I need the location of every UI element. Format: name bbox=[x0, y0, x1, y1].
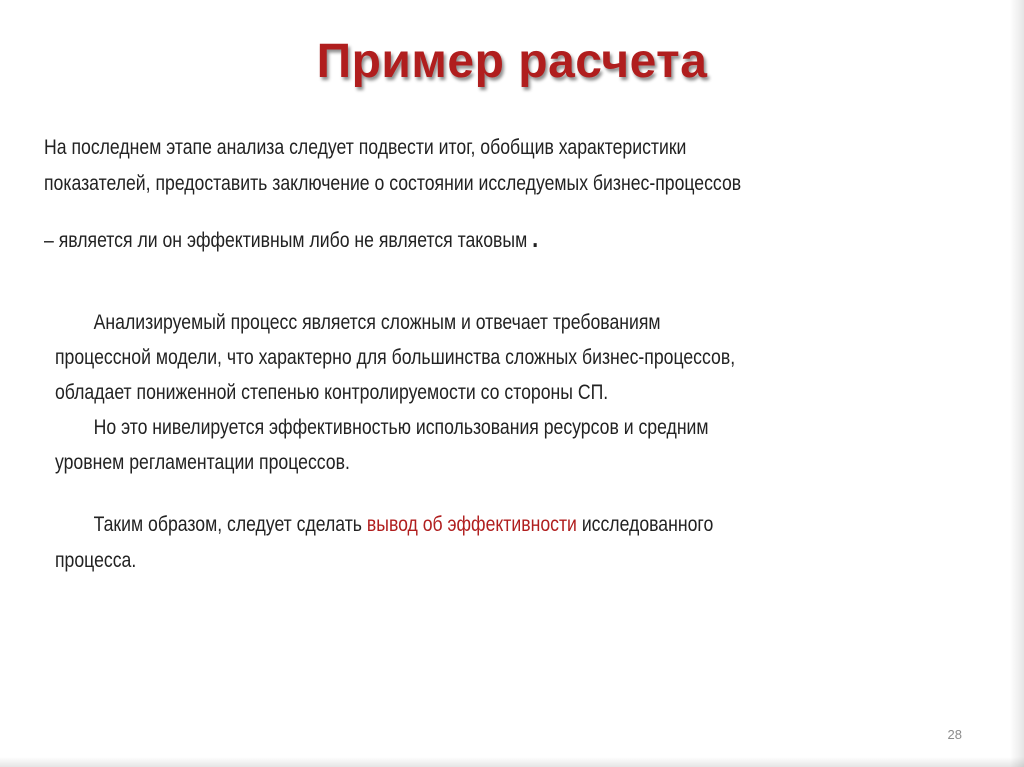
paragraph-conclusion-line-1 bbox=[55, 507, 713, 543]
page-number: 28 bbox=[947, 727, 962, 742]
paragraph-analysis-line-4: Но это нивелируется эффективностью использования ресурсов и средним bbox=[93, 416, 709, 439]
slide-shadow-bottom bbox=[0, 757, 1024, 767]
paragraph-summary-line-3-period: . bbox=[532, 223, 539, 253]
paragraph-summary-line-2: показателей, предоставить заключение о состоянии исследуемых бизнес-процессов bbox=[44, 172, 742, 195]
conclusion-highlight: вывод об эффективности bbox=[366, 513, 577, 536]
paragraph-summary-line-3 bbox=[44, 220, 741, 259]
slide-title: Пример расчета bbox=[316, 35, 708, 88]
paragraph-summary bbox=[44, 130, 741, 259]
paragraph-analysis bbox=[55, 305, 735, 480]
conclusion-prefix: Таким образом, следует сделать bbox=[93, 513, 367, 536]
paragraph-analysis-line-1: Анализируемый процесс является сложным и отвечает требованиям bbox=[93, 311, 661, 334]
slide-shadow-right bbox=[1010, 0, 1024, 767]
paragraph-summary-line-3-text: – является ли он эффективным либо не является таковым bbox=[44, 229, 528, 252]
conclusion-suffix: исследованного bbox=[576, 513, 714, 536]
paragraph-conclusion bbox=[55, 507, 713, 579]
paragraph-conclusion-line-2: процесса. bbox=[55, 549, 137, 572]
paragraph-summary-line-1: На последнем этапе анализа следует подвести итог, обобщив характеристики bbox=[44, 136, 687, 159]
paragraph-analysis-line-2: процессной модели, что характерно для большинства сложных бизнес-процессов, bbox=[55, 346, 736, 369]
paragraph-analysis-line-5: уровнем регламентации процессов. bbox=[55, 451, 350, 474]
paragraph-analysis-line-3: обладает пониженной степенью контролируемости со стороны СП. bbox=[55, 381, 609, 404]
